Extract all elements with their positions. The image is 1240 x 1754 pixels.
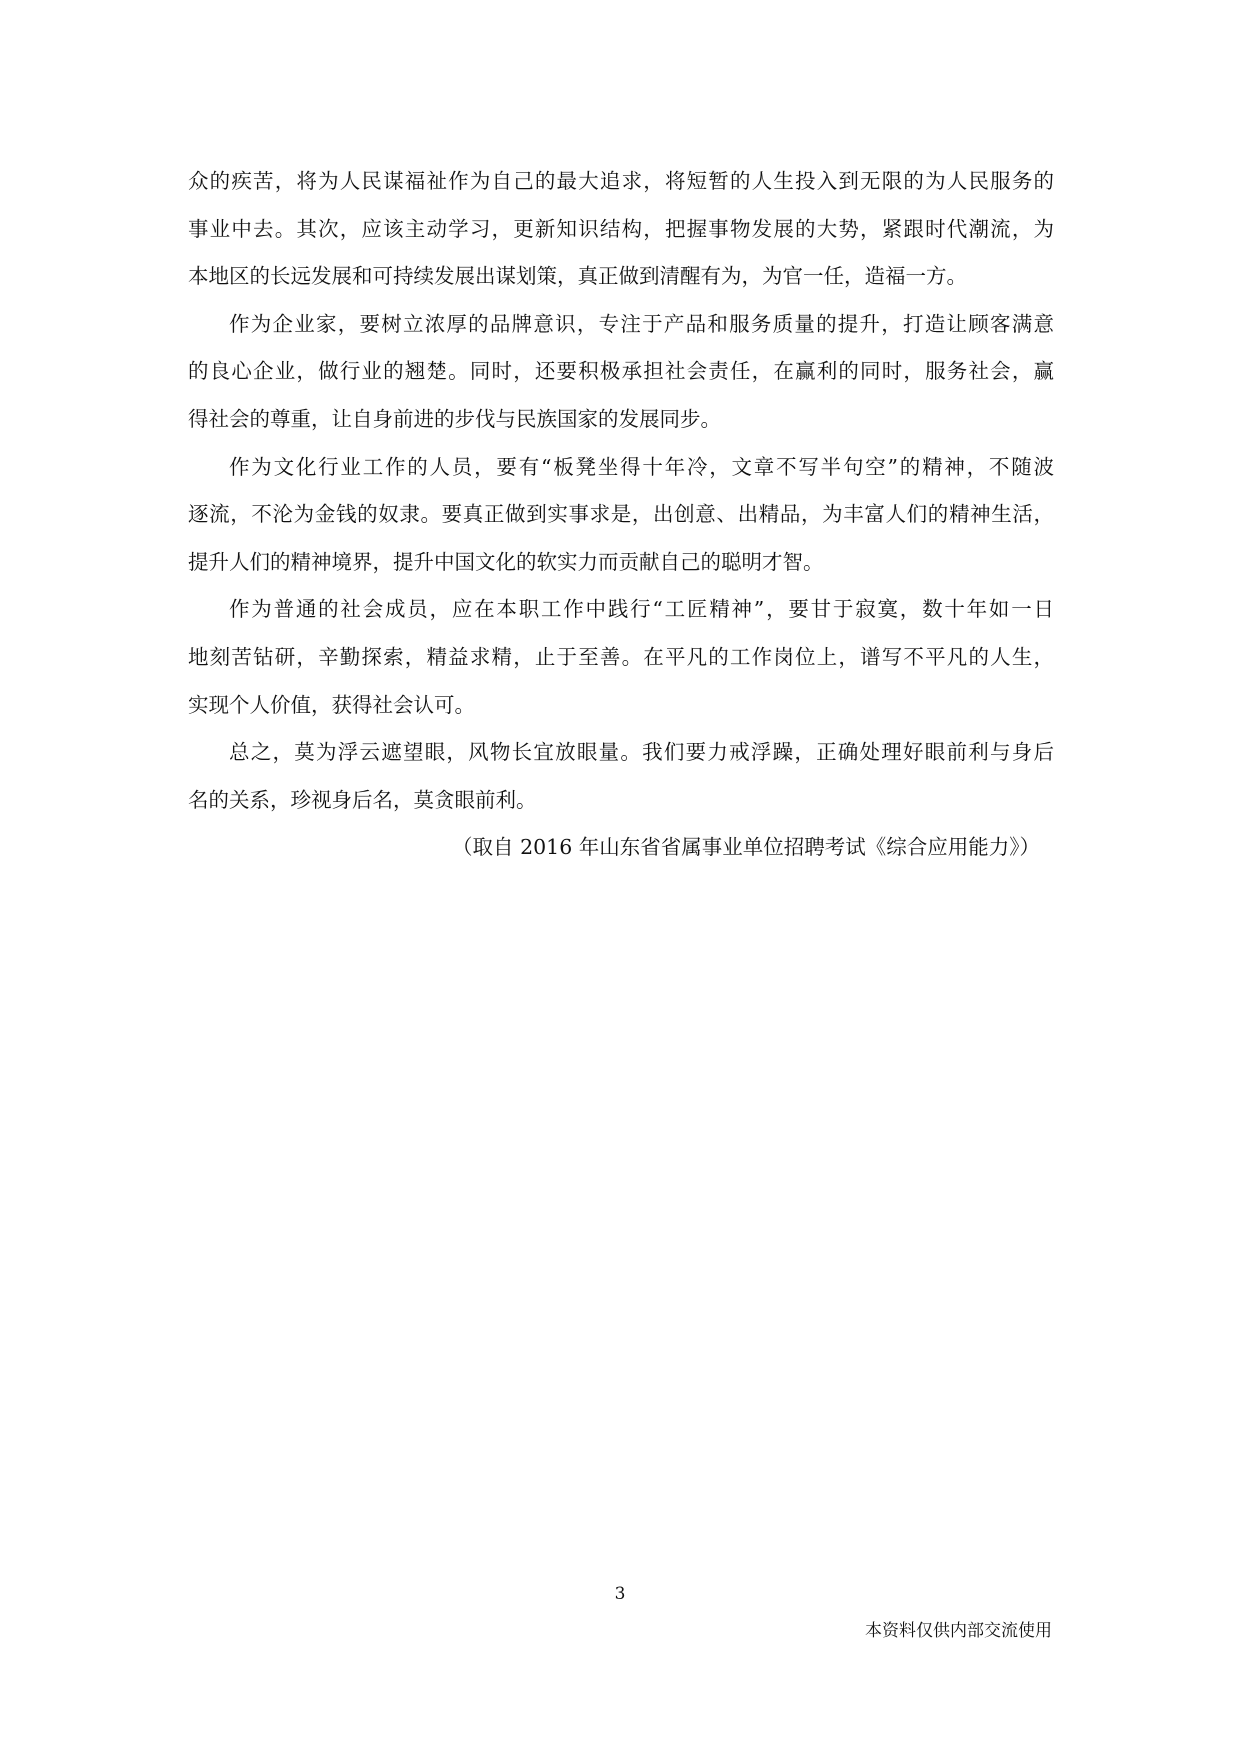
text-line: 总之，莫为浮云遮望眼，风物长宜放眼量。我们要力戒浮躁，正确处理好眼前利与身后 — [229, 740, 1054, 765]
text-line: 逐流，不沦为金钱的奴隶。要真正做到实事求是，出创意、出精品，为丰富人们的精神生活， — [188, 502, 1054, 527]
footer-note: 本资料仅供内部交流使用 — [865, 1621, 1052, 1641]
source-citation: （取自 2016 年山东省省属事业单位招聘考试《综合应用能力》） — [452, 835, 1040, 860]
text-line: 作为普通的社会成员，应在本职工作中践行“工匠精神”，要甘于寂寞，数十年如一日 — [229, 597, 1054, 622]
text-line: 名的关系，珍视身后名，莫贪眼前利。 — [188, 787, 537, 812]
text-line: 本地区的长远发展和可持续发展出谋划策，真正做到清醒有为，为官一任，造福一方。 — [188, 264, 967, 289]
text-line: 作为企业家，要树立浓厚的品牌意识，专注于产品和服务质量的提升，打造让顾客满意 — [229, 311, 1054, 336]
page-number: 3 — [614, 1584, 626, 1604]
text-line: 事业中去。其次，应该主动学习，更新知识结构，把握事物发展的大势，紧跟时代潮流，为 — [188, 216, 1054, 241]
text-line: 得社会的尊重，让自身前进的步伐与民族国家的发展同步。 — [188, 406, 721, 431]
text-line: 作为文化行业工作的人员，要有“板凳坐得十年冷，文章不写半句空”的精神，不随波 — [229, 454, 1054, 479]
article-body — [188, 158, 1054, 872]
text-line: 实现个人价值，获得社会认可。 — [188, 692, 475, 717]
paragraph-5 — [188, 729, 1054, 824]
text-line: 提升人们的精神境界，提升中国文化的软实力而贡献自己的聪明才智。 — [188, 549, 824, 574]
paragraph-2 — [188, 301, 1054, 444]
text-line: 地刻苦钻研，辛勤探索，精益求精，止于至善。在平凡的工作岗位上，谱写不平凡的人生， — [188, 644, 1054, 669]
text-line: 的良心企业，做行业的翘楚。同时，还要积极承担社会责任，在赢利的同时，服务社会，赢 — [188, 359, 1054, 384]
paragraph-4 — [188, 586, 1054, 729]
paragraph-1 — [188, 158, 1054, 301]
text-line: 众的疾苦，将为人民谋福祉作为自己的最大追求，将短暂的人生投入到无限的为人民服务的 — [188, 169, 1054, 193]
paragraph-3 — [188, 444, 1054, 587]
